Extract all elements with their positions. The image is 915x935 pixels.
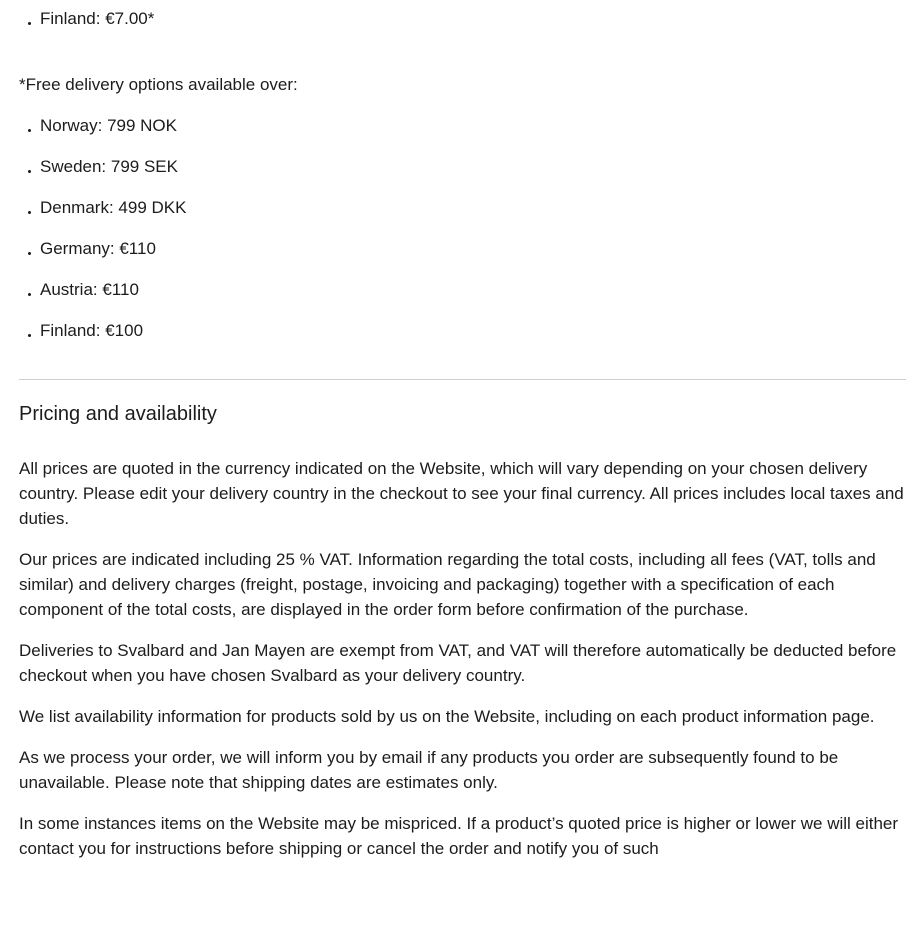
section-divider	[19, 379, 906, 380]
list-item: Sweden: 799 SEK	[19, 154, 906, 179]
list-item: Finland: €7.00*	[19, 6, 906, 31]
paragraph: In some instances items on the Website may be mispriced. If a product’s quoted price is higher or lower we will either contact you for instructions before shipping or cancel the order and notify you of such	[19, 814, 899, 858]
section-body	[19, 456, 906, 861]
list-item: Norway: 799 NOK	[19, 113, 906, 138]
free-delivery-note: *Free delivery options available over:	[19, 75, 298, 94]
list-item: Finland: €100	[19, 318, 906, 343]
paragraph: We list availability information for products sold by us on the Website, including on each product information page.	[19, 707, 875, 726]
delivery-cost-list	[19, 6, 906, 31]
paragraph: All prices are quoted in the currency indicated on the Website, which will vary depending on your chosen delivery country. Please edit your delivery country in the checkout to see your final currency. All prices includes local taxes and duties.	[19, 459, 904, 528]
list-item: Germany: €110	[19, 236, 906, 261]
terms-content	[19, 6, 906, 877]
free-delivery-list	[19, 113, 906, 343]
paragraph: Our prices are indicated including 25 % VAT. Information regarding the total costs, including all fees (VAT, tolls and similar) and delivery charges (freight, postage, invoicing and packaging) together with a specification of each component of the total costs, are displayed in the order form before confirmation of the purchase.	[19, 550, 876, 619]
paragraph: As we process your order, we will inform you by email if any products you order are subsequently found to be unavailable. Please note that shipping dates are estimates only.	[19, 748, 839, 792]
paragraph: Deliveries to Svalbard and Jan Mayen are exempt from VAT, and VAT will therefore automatically be deducted before checkout when you have chosen Svalbard as your delivery country.	[19, 641, 897, 685]
list-item: Denmark: 499 DKK	[19, 195, 906, 220]
section-title: Pricing and availability	[19, 403, 217, 425]
list-item: Austria: €110	[19, 277, 906, 302]
